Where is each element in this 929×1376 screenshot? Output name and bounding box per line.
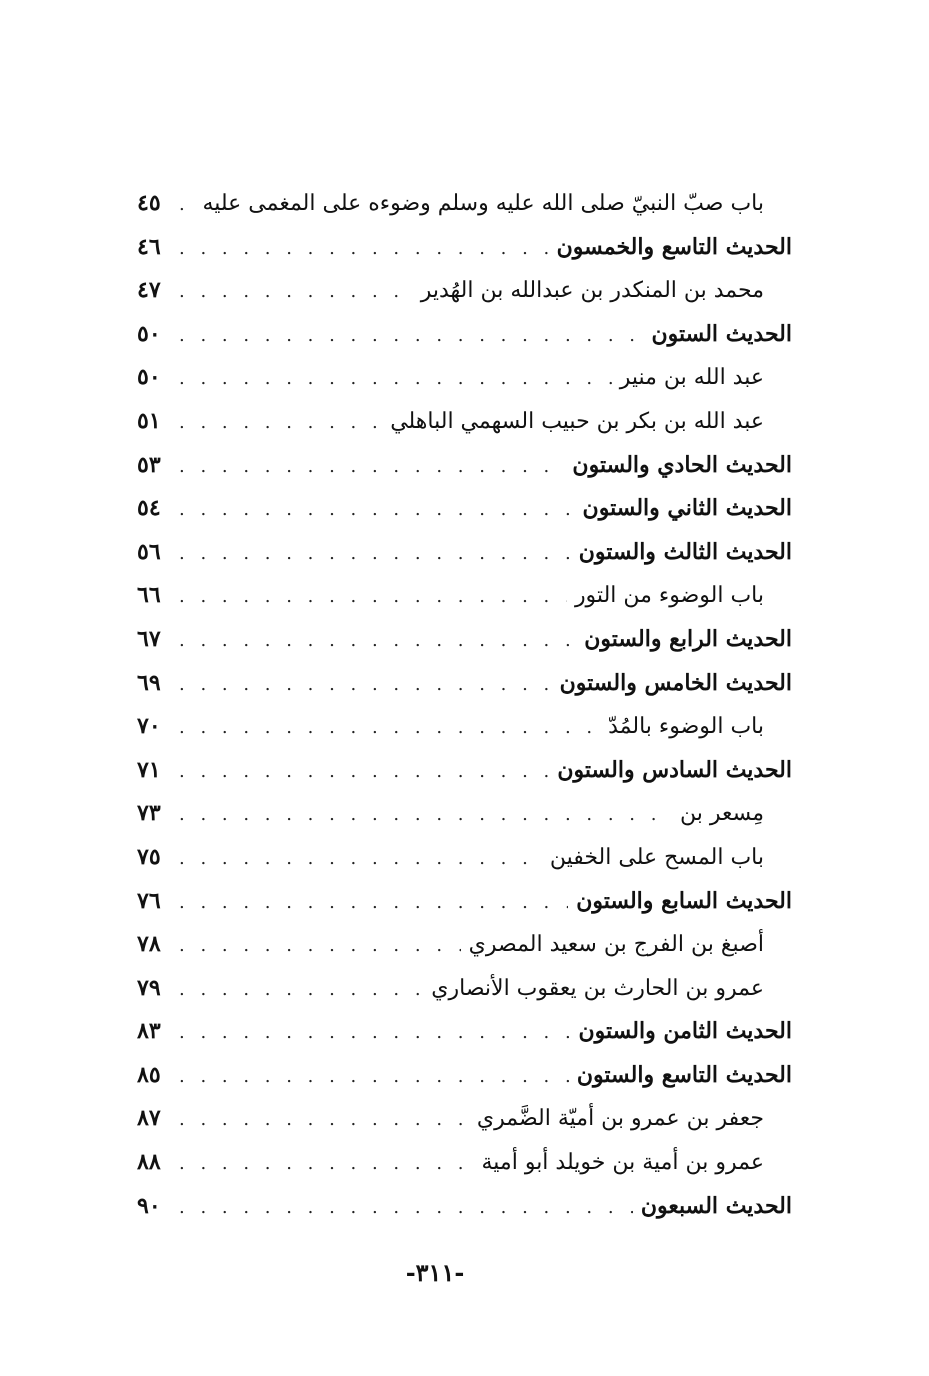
dot-leader	[179, 619, 576, 663]
dot-leader	[179, 270, 413, 314]
toc-entry-page: ٨٥	[137, 1061, 161, 1088]
toc-entry-page: ٤٥	[137, 190, 161, 216]
toc-entry	[137, 1054, 792, 1098]
toc-entry-page: ٧١	[137, 756, 161, 783]
toc-entry	[137, 618, 792, 662]
toc-entry	[137, 1141, 792, 1185]
toc-entry	[137, 923, 792, 967]
toc-entry-page: ٤٦	[137, 233, 161, 260]
dot-leader	[179, 488, 575, 532]
dot-leader	[179, 706, 600, 750]
dot-leader	[179, 881, 568, 925]
toc-entry-title: باب المسح على الخفين	[549, 844, 764, 870]
toc-entry	[137, 749, 792, 793]
toc-entry-page: ٥١	[137, 407, 161, 434]
toc-entry	[137, 313, 792, 357]
toc-entry	[137, 400, 792, 444]
toc-entry-title: جعفر بن عمرو بن أميّة الضَّمري	[476, 1106, 764, 1132]
dot-leader	[179, 401, 382, 445]
dot-leader	[179, 1055, 569, 1099]
toc-entry	[137, 269, 792, 313]
toc-entry-title: الحديث الستون	[651, 320, 792, 347]
page-number: -٣١١-	[405, 1258, 465, 1287]
toc-entry-title: الحديث التاسع والستون	[576, 1061, 792, 1088]
toc-entry	[137, 444, 792, 488]
table-of-contents	[137, 182, 792, 1228]
toc-entry	[137, 662, 792, 706]
toc-entry	[137, 182, 792, 226]
toc-entry-title: الحديث الثامن والستون	[578, 1018, 792, 1045]
toc-entry	[137, 792, 792, 836]
toc-entry	[137, 487, 792, 531]
toc-entry-page: ٧٣	[137, 800, 161, 827]
toc-entry-title: الحديث السبعون	[640, 1192, 792, 1219]
toc-entry-title: الحديث الخامس والستون	[559, 669, 792, 696]
toc-entry	[137, 1010, 792, 1054]
toc-entry-page: ٦٦	[137, 582, 161, 609]
toc-entry-page: ٩٠	[137, 1192, 161, 1219]
toc-entry-page: ٨٨	[137, 1149, 161, 1176]
toc-entry-title: عبد الله بن منير	[619, 365, 764, 391]
toc-entry	[137, 880, 792, 924]
dot-leader	[179, 532, 571, 576]
toc-entry-title: الحديث الثاني والستون	[582, 495, 792, 522]
toc-entry-page: ٥٠	[137, 320, 161, 347]
dot-leader	[179, 793, 672, 837]
toc-entry-page: ٧٦	[137, 887, 161, 914]
toc-entry-title: الحديث الرابع والستون	[584, 625, 792, 652]
toc-entry-title: الحديث الحادي والستون	[572, 451, 792, 478]
toc-entry-page: ٥٤	[137, 495, 161, 522]
toc-entry-title: الحديث السادس والستون	[557, 756, 792, 783]
toc-entry-page: ٧٨	[137, 931, 161, 958]
toc-entry-page: ٨٣	[137, 1018, 161, 1045]
toc-entry-title: الحديث الثالث والستون	[578, 538, 792, 565]
dot-leader	[179, 924, 461, 968]
toc-entry-page: ٦٧	[137, 625, 161, 652]
toc-entry-title: أصبغ بن الفرج بن سعيد المصري	[468, 932, 764, 958]
toc-entry	[137, 836, 792, 880]
dot-leader	[179, 663, 552, 707]
toc-entry-page: ٧٥	[137, 843, 161, 870]
dot-leader	[179, 445, 564, 489]
toc-entry-page: ٨٧	[137, 1105, 161, 1132]
toc-entry-title: عمرو بن الحارث بن يعقوب الأنصاري	[431, 975, 764, 1001]
toc-entry	[137, 574, 792, 618]
dot-leader	[179, 314, 643, 358]
toc-entry-title: باب الوضوء من التور	[574, 583, 764, 609]
dot-leader	[179, 1098, 469, 1142]
toc-entry	[137, 1185, 792, 1229]
toc-entry-page: ٧٠	[137, 713, 161, 740]
toc-entry-title: باب صبّ النبيّ صلى الله عليه وسلم وضوءه على المغمى عليه	[202, 191, 764, 216]
toc-entry-title: الحديث التاسع والخمسون	[556, 233, 792, 260]
dot-leader	[179, 357, 612, 401]
toc-entry-page: ٥٦	[137, 538, 161, 565]
dot-leader	[179, 575, 567, 619]
toc-entry	[137, 356, 792, 400]
toc-entry-title: محمد بن المنكدر بن عبدالله بن الهُدير	[420, 278, 764, 304]
dot-leader	[179, 227, 549, 271]
dot-leader	[179, 1011, 570, 1055]
toc-entry-page: ٥٣	[137, 451, 161, 478]
dot-leader	[179, 968, 423, 1012]
toc-entry-page: ٧٩	[137, 974, 161, 1001]
toc-entry-title: عبد الله بن بكر بن حبيب السهمي الباهلي	[390, 408, 764, 434]
dot-leader	[179, 1186, 633, 1230]
dot-leader	[179, 183, 194, 227]
toc-entry	[137, 531, 792, 575]
toc-entry-title: الحديث السابع والستون	[576, 887, 792, 914]
toc-entry-page: ٥٠	[137, 364, 161, 391]
toc-entry-page: ٤٧	[137, 277, 161, 304]
toc-entry-title: عمرو بن أمية بن خويلد أبو أمية	[481, 1150, 764, 1176]
toc-entry	[137, 226, 792, 270]
dot-leader	[179, 750, 549, 794]
toc-entry	[137, 1097, 792, 1141]
toc-entry-title: باب الوضوء بالمُدّ	[608, 714, 764, 740]
toc-entry-page: ٦٩	[137, 669, 161, 696]
dot-leader	[179, 1142, 474, 1186]
toc-entry	[137, 705, 792, 749]
toc-entry-title: مِسعر بن	[679, 801, 764, 827]
toc-entry	[137, 967, 792, 1011]
dot-leader	[179, 837, 542, 881]
